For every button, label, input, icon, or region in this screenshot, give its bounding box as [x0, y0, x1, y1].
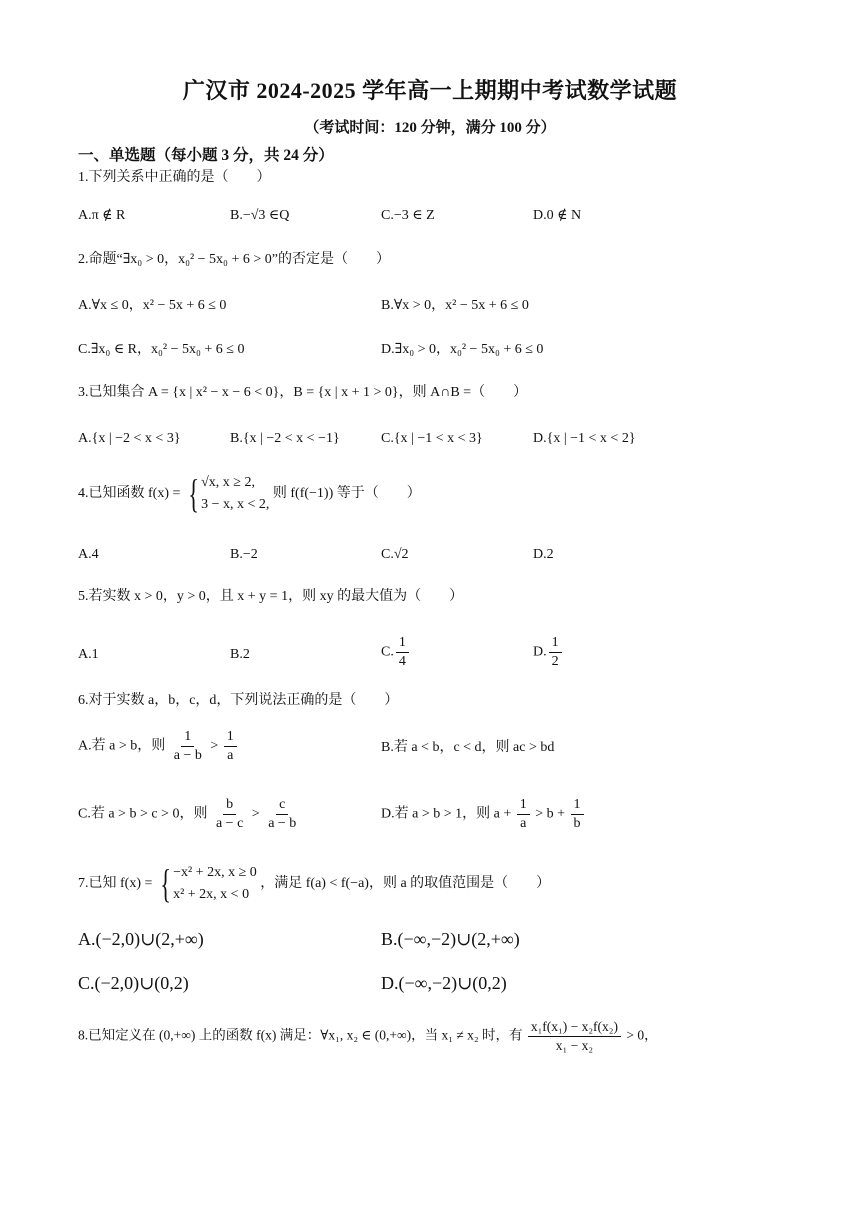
question-4-option-d: D.2 [533, 547, 554, 562]
question-2-stem: 2.命题“∃x₀ > 0，x₀² − 5x₀ + 6 > 0”的否定是（ ） [78, 252, 390, 267]
fraction-denominator: 4 [398, 654, 406, 669]
fraction [265, 796, 299, 833]
question-3-option-b: B.{x | −2 < x < −1} [230, 431, 340, 446]
question-6-option-d-mid: > b + [535, 806, 566, 822]
fraction [171, 728, 205, 765]
brace-icon: { [188, 471, 199, 516]
question-3-option-a: A.{x | −2 < x < 3} [78, 431, 181, 446]
fraction-numerator: 1 [181, 728, 194, 747]
question-4-option-b: B.−2 [230, 547, 258, 562]
fraction [571, 796, 584, 833]
question-5-option-c-label: C. [381, 644, 394, 660]
fraction-numerator: x₁f(x₁) − x₂f(x₂) [528, 1018, 621, 1037]
fraction-denominator: b [573, 816, 581, 831]
fraction-denominator: a − c [215, 816, 244, 831]
question-6-option-b: B.若 a < b，c < d，则 ac > bd [381, 740, 555, 755]
question-6-option-c-text: C.若 a > b > c > 0，则 [78, 806, 208, 822]
fraction-numerator: 1 [396, 634, 409, 653]
question-7-option-c: C.(−2,0)∪(0,2) [78, 973, 189, 993]
fraction-numerator: c [276, 796, 288, 815]
question-7-option-b: B.(−∞,−2)∪(2,+∞) [381, 929, 520, 949]
question-7-stem [78, 862, 550, 906]
question-7-stem-prefix: 7.已知 f(x) = [78, 876, 153, 892]
question-4-stem-suffix: 则 f(f(−1)) 等于（ ） [272, 486, 421, 502]
exam-title: 广汉市 2024-2025 学年高一上期期中考试数学试题 [182, 78, 678, 103]
question-1-option-a: A.π ∉ R [78, 208, 126, 223]
greater-than-sign: > [210, 738, 219, 754]
question-2-option-a: A.∀x ≤ 0，x² − 5x + 6 ≤ 0 [78, 298, 227, 313]
question-3-option-c: C.{x | −1 < x < 3} [381, 431, 483, 446]
fraction [224, 728, 237, 765]
greater-than-sign: > [251, 806, 260, 822]
fraction-denominator: a [520, 816, 527, 831]
question-4-option-a: A.4 [78, 547, 99, 562]
fraction-denominator: x₁ − x₂ [555, 1038, 594, 1053]
question-7-case-1: −x² + 2x, x ≥ 0 [173, 865, 257, 880]
question-7-piecewise [156, 862, 257, 906]
fraction-numerator: 1 [224, 728, 237, 747]
fraction [213, 796, 246, 833]
question-7-option-d: D.(−∞,−2)∪(0,2) [381, 973, 507, 993]
question-5-option-d-label: D. [533, 644, 547, 660]
question-7-stem-suffix: ，满足 f(a) < f(−a)，则 a 的取值范围是（ ） [260, 876, 551, 892]
question-2-option-d: D.∃x₀ > 0，x₀² − 5x₀ + 6 ≤ 0 [381, 342, 544, 357]
question-4-case-2: 3 − x, x < 2, [201, 497, 270, 512]
fraction-numerator: 1 [571, 796, 584, 815]
question-4-stem-prefix: 4.已知函数 f(x) = [78, 486, 181, 502]
question-4-piecewise [184, 472, 270, 516]
question-6-option-c [78, 796, 301, 833]
fraction [396, 634, 409, 671]
fraction [549, 634, 562, 671]
question-3-option-d: D.{x | −1 < x < 2} [533, 431, 636, 446]
question-2-option-c: C.∃x₀ ∈ R，x₀² − 5x₀ + 6 ≤ 0 [78, 342, 245, 357]
fraction [528, 1018, 621, 1055]
fraction-numerator: b [223, 796, 236, 815]
fraction-denominator: a − b [268, 816, 297, 831]
fraction-denominator: a [227, 748, 234, 763]
question-6-option-d [381, 796, 586, 833]
fraction-denominator: 2 [551, 654, 559, 669]
question-6-option-a-text: A.若 a > b，则 [78, 738, 166, 754]
question-1-option-d: D.0 ∉ N [533, 208, 582, 223]
question-8-stem-suffix: > 0， [626, 1027, 658, 1043]
question-7-option-a: A.(−2,0)∪(2,+∞) [78, 929, 204, 949]
question-7-case-2: x² + 2x, x < 0 [173, 887, 250, 902]
question-6-option-d-text: D.若 a > b > 1，则 a + [381, 806, 512, 822]
question-5-option-a: A.1 [78, 647, 99, 662]
question-5-option-b: B.2 [230, 647, 250, 662]
question-1-option-b: B.−√3 ∈Q [230, 208, 290, 223]
brace-icon: { [160, 861, 171, 906]
question-6-stem: 6.对于实数 a，b，c，d，下列说法正确的是（ ） [78, 693, 399, 708]
question-3-stem: 3.已知集合 A = {x | x² − x − 6 < 0}，B = {x | x + 1 > 0}，则 A∩B =（ ） [78, 385, 528, 400]
question-2-option-b: B.∀x > 0，x² − 5x + 6 ≤ 0 [381, 298, 529, 313]
fraction-numerator: 1 [517, 796, 530, 815]
exam-subtitle: （考试时间：120 分钟，满分 100 分） [304, 120, 556, 136]
fraction [517, 796, 530, 833]
question-4-case-1: √x, x ≥ 2, [201, 475, 255, 490]
question-5-option-d [533, 634, 564, 671]
fraction-numerator: 1 [549, 634, 562, 653]
question-8-stem [78, 1018, 658, 1055]
section-heading-single-choice: 一、单选题（每小题 3 分，共 24 分） [78, 147, 334, 164]
question-1-stem: 1.下列关系中正确的是（ ） [78, 170, 271, 185]
question-1-option-c: C.−3 ∈ Z [381, 208, 435, 223]
question-4-option-c: C.√2 [381, 547, 409, 562]
question-5-stem: 5.若实数 x > 0，y > 0，且 x + y = 1，则 xy 的最大值为（ ） [78, 589, 464, 604]
question-5-option-c [381, 634, 411, 671]
question-4-stem [78, 472, 421, 516]
question-8-stem-prefix: 8.已知定义在 (0,+∞) 上的函数 f(x) 满足：∀x₁, x₂ ∈ (0,+∞)，当 x₁ ≠ x₂ 时，有 [78, 1027, 523, 1043]
fraction-denominator: a − b [173, 748, 202, 763]
question-6-option-a [78, 728, 239, 765]
